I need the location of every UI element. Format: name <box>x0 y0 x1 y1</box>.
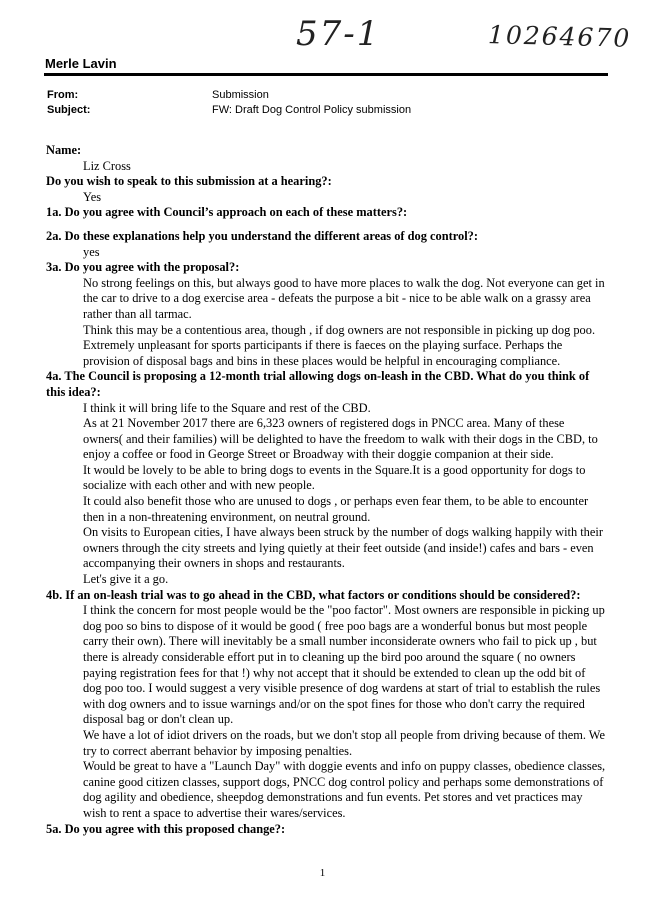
subject-value: FW: Draft Dog Control Policy submission <box>212 104 412 116</box>
from-value: Submission <box>212 89 269 101</box>
blank-answer-1a <box>46 221 606 229</box>
answer-name <box>83 159 606 175</box>
header-rule <box>44 73 608 76</box>
answer-2a <box>83 245 606 261</box>
question-hearing: Do you wish to speak to this submission at a hearing?: <box>46 174 332 189</box>
answer-paragraph: I think the concern for most people would be the "poo factor". Most owners are responsible in picking up dog poo so bins to dispose of it would be good ( free poo bags are a wonderful bonus but most people carry their own). There will inevitably be a small number inconsiderate owners who fail to pick up , but there is already considerable effort put in to cleaning up the bird poo around the square ( no owners paying registration fees for that !) why not accept that it should be extended to clean up the odd bit of dog poo too. I would suggest a very visible presence of dog wardens at start of trial to establish the rules with dog owners and to issue warnings and/or on the spot fines for those who don't carry the required disposal bag or don't clean up. <box>83 603 605 727</box>
question-4b: 4b. If an on-leash trial was to go ahead in the CBD, what factors or conditions should be considered?: <box>46 587 581 602</box>
answer-paragraph: It could also benefit those who are unused to dogs , or perhaps even fear them, to be able to encounter then in a non-threatening environment, on neutral ground. <box>83 494 589 524</box>
handwritten-reference-left: 57-1 <box>296 14 381 54</box>
subject-label: Subject: <box>47 104 91 116</box>
author-name: Merle Lavin <box>45 56 117 71</box>
question-2a: 2a. Do these explanations help you understand the different areas of dog control?: <box>46 228 478 243</box>
from-label: From: <box>47 89 79 101</box>
question-5a: 5a. Do you agree with this proposed change?: <box>46 821 286 836</box>
answer-paragraph: On visits to European cities, I have always been struck by the number of dogs walking happily with their owners through the city streets and lying quietly at their feet outside (and inside!) cafes and bars - even accompanying their owners in shops and restaurants. <box>83 525 603 571</box>
page-number: 1 <box>319 867 326 879</box>
handwritten-reference-right: 10264670 <box>487 20 632 53</box>
answer-paragraph: As at 21 November 2017 there are 6,323 owners of registered dogs in PNCC area. Many of these owners( and their families) will be delighted to have the freedom to walk with their dogs in the CBD, to enjoy a coffee or food in George Street or Broadway with their doggie companion at their side. <box>83 416 598 462</box>
answer-paragraph: Would be great to have a "Launch Day" with doggie events and info on puppy classes, obedience classes, canine good citizen classes, support dogs, PNCC dog control policy and perhaps some demonstrations of dog agility and obedience, sheepdog demonstrations and fun events. Pet stores and vet practices may wish to rent a space to advertise their wares/services. <box>83 759 606 820</box>
answer-text: Yes <box>83 189 102 204</box>
answer-paragraph: Think this may be a contentious area, though , if dog owners are not responsible in picking up dog poo. Extremely unpleasant for sports participants if there is faeces on the playing surface. Perhaps the provision of disposal bags and bins in these places would be helpful in encouraging compliance. <box>83 322 596 368</box>
question-1a: 1a. Do you agree with Council’s approach on each of these matters?: <box>46 205 408 220</box>
answer-text: Liz Cross <box>83 158 131 173</box>
answer-hearing <box>83 190 606 206</box>
answer-paragraph: It would be lovely to be able to bring dogs to events in the Square.It is a good opportunity for dogs to socialize with each other and with new people. <box>83 462 586 493</box>
question-name: Name: <box>46 143 82 157</box>
answer-paragraph: I think it will bring life to the Square and rest of the CBD. <box>83 400 371 415</box>
answer-paragraph: We have a lot of idiot drivers on the roads, but we don't stop all people from driving because of them. We try to correct aberrant behavior by imposing penalties. <box>83 727 606 758</box>
answer-paragraph: Let's give it a go. <box>83 572 169 587</box>
question-4a: 4a. The Council is proposing a 12-month trial allowing dogs on-leash in the CBD. What do you think of this idea?: <box>46 369 590 399</box>
answer-paragraph: No strong feelings on this, but always good to have more places to walk the dog. Not everyone can get in the car to drive to a dog exercise area - defeats the purpose a bit - nice to be able walk on a grassy area rather than all tarmac. <box>83 275 605 321</box>
submission-body <box>46 143 606 837</box>
answer-text: yes <box>83 244 100 259</box>
answer-4b <box>83 603 606 821</box>
answer-3a <box>83 276 606 370</box>
question-3a: 3a. Do you agree with the proposal?: <box>46 260 240 275</box>
answer-4a <box>83 401 606 588</box>
